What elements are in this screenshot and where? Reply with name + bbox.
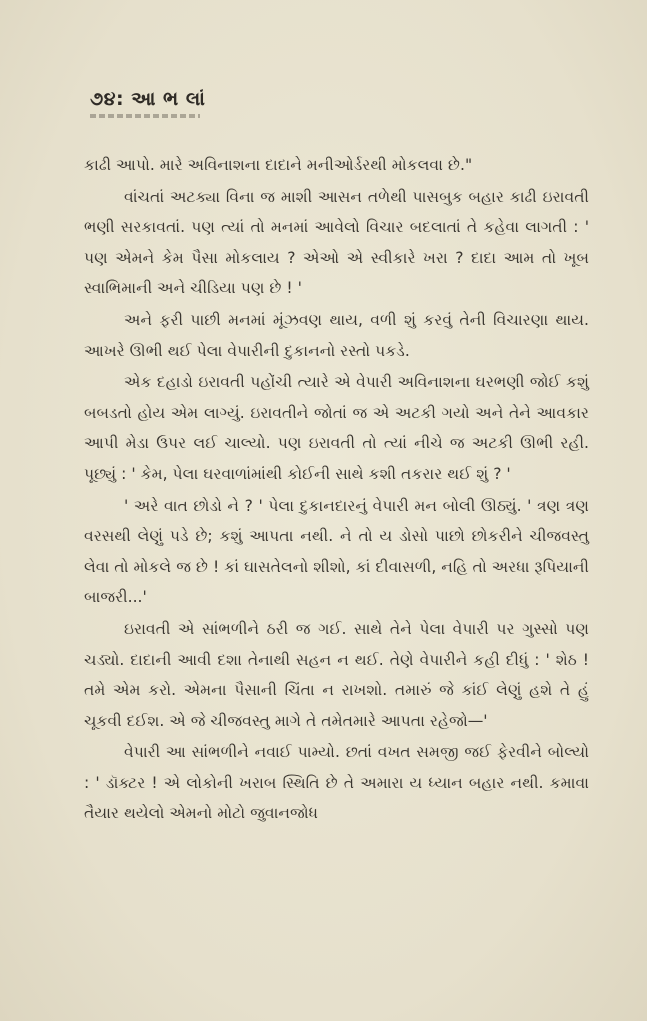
page-body — [84, 150, 589, 830]
paragraph-3: અને ફરી પાછી મનમાં મૂંઝવણ થાય, વળી શું કરવું તેની વિચારણા થાય. આખરે ઊભી થઈ પેલા વેપારીની દુકાનનો રસ્તો પકડે. — [84, 310, 589, 360]
page-number: ૭૪ — [90, 88, 116, 110]
running-title: આ ભ લાં — [131, 88, 206, 110]
paragraph-7: વેપારી આ સાંભળીને નવાઈ પામ્યો. છતાં વખત સમજી જઈ ફેરવીને બોલ્યો : ' ડૉક્ટર ! એ લોકોની ખરાબ સ્થિતિ છે તે અમારા ય ધ્યાન બહાર નથી. કમાવા તૈયાર થયેલો એમનો મોટો જુવાનજોધ — [84, 743, 589, 823]
paragraph-1: કાઢી આપો. મારે અવિનાશના દાદાને મનીઓર્ડરથી મોકલવા છે." — [84, 156, 473, 174]
paragraph-6: ઇરાવતી એ સાંભળીને ઠરી જ ગઈ. સાથે તેને પેલા વેપારી પર ગુસ્સો પણ ચડ્યો. દાદાની આવી દશા તેનાથી સહન ન થઈ. તેણે વેપારીને કહી દીધું : ' શેઠ ! તમે એમ કરો. એમના પૈસાની ચિંતા ન રાખશો. તમારું જે કાંઈ લેણું હશે તે હું ચૂકવી દઈશ. એ જે ચીજવસ્તુ માગે તે તમેતમારે આપતા રહેજો—' — [84, 619, 589, 730]
header-underline — [90, 114, 200, 118]
paragraph-4: એક દહાડો ઇરાવતી પહોંચી ત્યારે એ વેપારી અવિનાશના ઘરભણી જોઈ કશું બબડતો હોય એમ લાગ્યું. ઇરાવતીને જોતાં જ એ અટકી ગયો અને તેને આવકાર આપી મેડા ઉપર લઈ ચાલ્યો. પણ ઇરાવતી તો ત્યાં નીચે જ અટકી ઊભી રહી. પૂછ્યું : ' કેમ, પેલા ઘરવાળાંમાંથી કોઈની સાથે કશી તકરાર થઈ શું ? ' — [84, 373, 589, 483]
header-separator: : — [116, 88, 125, 110]
paragraph-2: વાંચતાં અટક્યા વિના જ માશી આસન તળેથી પાસબુક બહાર કાઢી ઇરાવતી ભણી સરકાવતાં. પણ ત્યાં તો મનમાં આવેલો વિચાર બદલાતાં તે કહેવા લાગતી : ' પણ એમને કેમ પૈસા મોકલાય ? એઓ એ સ્વીકારે ખરા ? દાદા આમ તો ખૂબ સ્વાભિમાની અને ચીડિયા પણ છે ! ' — [84, 187, 589, 298]
page-header — [90, 88, 205, 110]
paragraph-5: ' અરે વાત છોડો ને ? ' પેલા દુકાનદારનું વેપારી મન બોલી ઊઠ્યું. ' ત્રણ ત્રણ વરસથી લેણું પડે છે; કશું આપતા નથી. ને તો ય ડોસો પાછો છોકરીને ચીજવસ્તુ લેવા તો મોકલે જ છે ! કાં ઘાસતેલનો શીશો, કાં દીવાસળી, નહિ તો અરધા રૂપિયાની બાજરી...' — [84, 496, 589, 607]
